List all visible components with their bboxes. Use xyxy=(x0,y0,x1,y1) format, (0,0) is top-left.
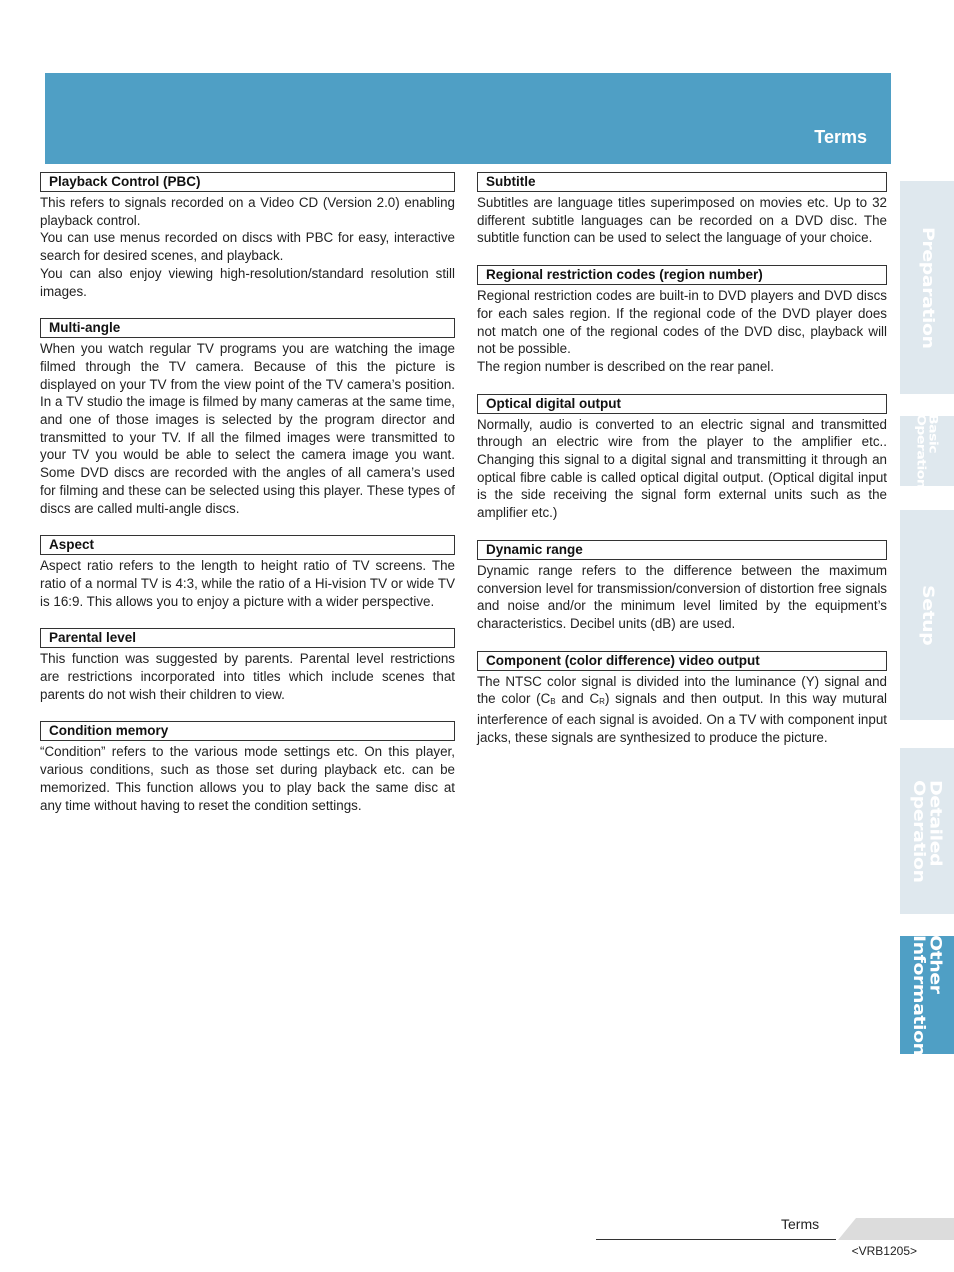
footer-divider xyxy=(596,1239,836,1240)
side-tab-preparation[interactable] xyxy=(900,181,954,394)
term-heading: Multi-angle xyxy=(40,318,455,338)
left-column xyxy=(40,172,455,832)
term-heading: Parental level xyxy=(40,628,455,648)
side-tab-other-information[interactable] xyxy=(900,936,954,1054)
term-section xyxy=(40,318,455,517)
term-paragraph: “Condition” refers to the various mode settings etc. On this player, various conditions, such as those set during playback etc. can be memorized. This function allows you to play back the same disc at any time without having to reset the condition settings. xyxy=(40,744,455,813)
term-paragraph: This function was suggested by parents. Parental level restrictions are restrictions incorporated into titles which include scenes that parents do not wish their children to view. xyxy=(40,651,455,702)
term-body xyxy=(40,650,455,703)
side-tab-label: Preparation xyxy=(918,226,937,349)
term-paragraph: You can use menus recorded on discs with PBC for easy, interactive search for desired scenes, and playback. xyxy=(40,230,455,264)
page-code: <VRB1205> xyxy=(851,1244,917,1258)
term-component-video xyxy=(477,651,887,747)
term-paragraph: You can also enjoy viewing high-resolution/standard resolution still images. xyxy=(40,265,455,299)
term-body xyxy=(477,562,887,633)
term-heading: Dynamic range xyxy=(477,540,887,560)
term-body xyxy=(477,416,887,522)
term-paragraph: When you watch regular TV programs you are watching the image filmed through the TV camera. Because of this the picture is displayed on your TV from the view point of the TV camera’s position. In a TV studio the image is filmed by many cameras at the same time, and one of those images is selected by the program director and transmitted to your TV. If all the filmed images were transmitted to your TV you would be able to select the camera image you want. Some DVD discs are recorded with the angles of all camera’s used for filming and these can be selected using this player. These types of discs are called multi-angle discs. xyxy=(40,341,455,516)
term-body xyxy=(40,743,455,814)
term-heading: Subtitle xyxy=(477,172,887,192)
page-title: Terms xyxy=(814,127,867,147)
term-text: ) signals and then output. In this way mutural interference of each signal is avoided. On a TV with component input jacks, these signals are synthesized to produce the picture. xyxy=(477,691,887,745)
side-tab-label: Basic Operation xyxy=(914,413,940,489)
subscript-b: B xyxy=(550,697,556,707)
right-column xyxy=(477,172,887,764)
side-tab-setup[interactable] xyxy=(900,510,954,720)
term-heading: Optical digital output xyxy=(477,394,887,414)
term-body xyxy=(40,340,455,517)
term-section xyxy=(40,721,455,814)
side-tab-detailed-operation[interactable] xyxy=(900,748,954,914)
term-heading: Component (color difference) video output xyxy=(477,651,887,671)
side-tab-basic-operation[interactable] xyxy=(900,413,954,489)
term-paragraph: Regional restriction codes are built-in to DVD players and DVD discs for each sales region. If the regional code of the DVD player does not match one of the regional codes of the DVD disc, playback will not be possible. xyxy=(477,288,887,357)
term-paragraph: Normally, audio is converted to an electric signal and transmitted through an electric wire from the player to the amplifier etc.. Changing this signal to a digital signal and transmitting it through an optical fibre cable is called optical digital output. (Optical digital input is the side receiving the signal form external units such as the amplifier etc.) xyxy=(477,416,887,521)
term-paragraph: The region number is described on the rear panel. xyxy=(477,358,775,374)
term-section xyxy=(477,540,887,633)
side-tab-label: Other Information xyxy=(910,934,945,1056)
term-heading: Condition memory xyxy=(40,721,455,741)
term-section xyxy=(40,172,455,300)
term-body xyxy=(477,287,887,376)
term-text: and C xyxy=(555,691,600,707)
term-heading: Playback Control (PBC) xyxy=(40,172,455,192)
side-tab-label: Detailed Operation xyxy=(910,779,945,883)
term-text: The NTSC color signal is divided into the luminance (Y) signal and the color (C xyxy=(477,673,887,707)
footer-tab-shape xyxy=(838,1218,954,1240)
header-band xyxy=(45,73,891,164)
term-section xyxy=(477,265,887,376)
term-section xyxy=(477,172,887,247)
term-heading: Aspect xyxy=(40,535,455,555)
term-section xyxy=(477,394,887,522)
term-section xyxy=(40,628,455,703)
side-tab-label: Setup xyxy=(918,584,937,646)
term-heading: Regional restriction codes (region number) xyxy=(477,265,887,285)
term-paragraph: Aspect ratio refers to the length to height ratio of TV screens. The ratio of a normal TV is 4:3, while the ratio of a Hi-vision TV or wide TV is 16:9. This allows you to enjoy a picture with a wider perspective. xyxy=(40,558,455,609)
subscript-r: R xyxy=(599,697,605,707)
footer-label: Terms xyxy=(781,1216,820,1232)
term-body xyxy=(40,557,455,610)
term-paragraph: Subtitles are language titles superimposed on movies etc. Up to 32 different subtitle languages can be recorded on a DVD disc. The subtitle function can be used to select the language of your choice. xyxy=(477,195,887,246)
term-body xyxy=(477,194,887,247)
term-paragraph: Dynamic range refers to the difference between the maximum conversion level for transmission/conversion of distortion free signals and noise and/or the minimum level limited by the equipment’s characteristics. Decibel units (dB) are used. xyxy=(477,562,887,631)
term-paragraph: This refers to signals recorded on a Video CD (Version 2.0) enabling playback control. xyxy=(40,195,455,228)
term-body xyxy=(40,194,455,300)
term-section xyxy=(40,535,455,610)
term-body xyxy=(477,673,887,747)
